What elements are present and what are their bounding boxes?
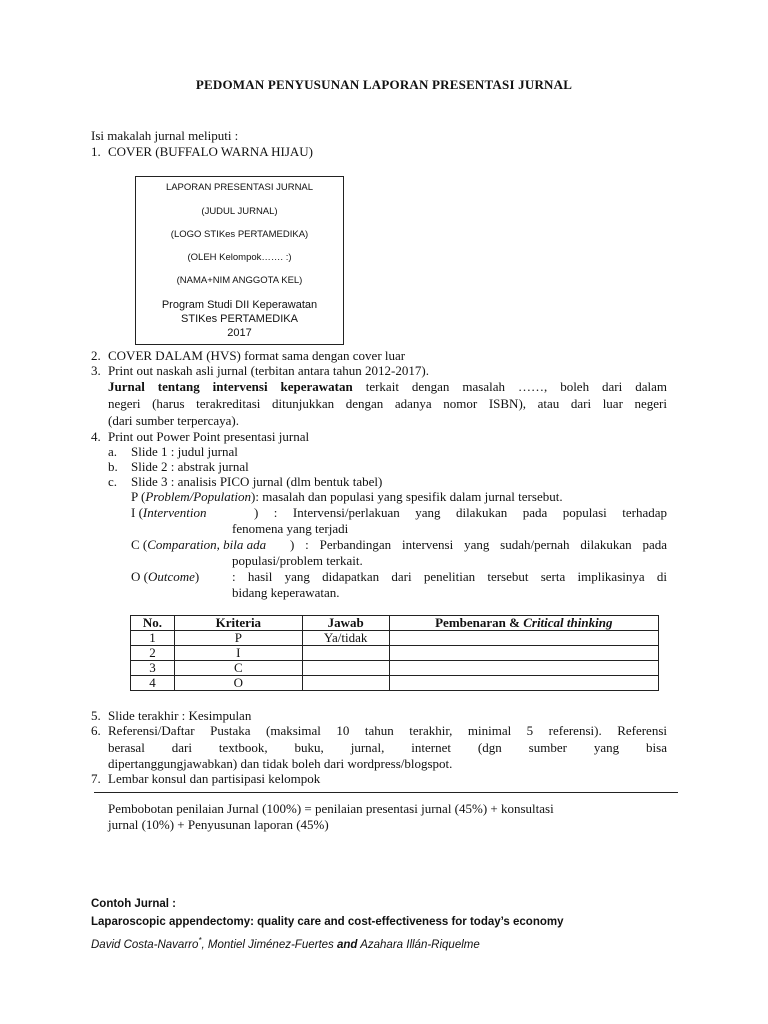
- pico-o-term: Outcome: [147, 569, 195, 584]
- slide-text: Slide 2 : abstrak jurnal: [131, 459, 249, 474]
- table-header-row: [131, 616, 659, 631]
- item-number: 4.: [91, 429, 101, 444]
- cell-pembenaran: [389, 661, 658, 676]
- item-text: Lembar konsul dan partisipasi kelompok: [108, 771, 321, 786]
- list-item-1: [91, 144, 314, 160]
- item-number: 3.: [91, 363, 101, 378]
- cover-line-oleh: (OLEH Kelompok……. :): [187, 252, 292, 263]
- cover-line-nama: (NAMA+NIM ANGGOTA KEL): [176, 275, 303, 286]
- cell-pembenaran: [389, 646, 658, 661]
- cover-line-logo: (LOGO STIKes PERTAMEDIKA): [170, 229, 309, 240]
- item-text: Slide terakhir : Kesimpulan: [108, 708, 252, 723]
- cell-no: 2: [131, 646, 175, 661]
- col-header-pembenaran: [389, 616, 658, 631]
- author-2: , Montiel Jiménez-Fuertes: [201, 938, 337, 951]
- cell-jawab: [302, 676, 389, 691]
- pico-c-text: ) : Perbandingan intervensi yang sudah/pernah dilakukan pada: [290, 537, 667, 552]
- list-item-6: [91, 723, 101, 739]
- cell-jawab: [302, 661, 389, 676]
- list-item-5: [91, 708, 252, 724]
- item-3-line-3: negeri (harus terakreditasi ditunjukkan dengan adanya nomor ISBN), atau dari luar negeri: [108, 396, 667, 411]
- item-3-rest-a: terkait dengan masalah ……, boleh dari dalam: [352, 379, 667, 394]
- pico-p-term: Problem/Population: [145, 489, 252, 504]
- cell-jawab: [302, 646, 389, 661]
- slide-text: Slide 3 : analisis PICO jurnal (dlm bentuk tabel): [131, 474, 383, 489]
- bold-phrase: Jurnal tentang intervensi keperawatan: [108, 379, 353, 394]
- pico-o-key: O (: [131, 569, 148, 584]
- item-text: Print out naskah asli jurnal (terbitan antara tahun 2012-2017).: [108, 363, 429, 378]
- author-1-mark: *: [198, 936, 202, 945]
- item-text: Print out Power Point presentasi jurnal: [108, 429, 310, 444]
- cell-no: 4: [131, 676, 175, 691]
- table-row: [131, 661, 659, 676]
- cell-pembenaran: [389, 631, 658, 646]
- item-6-line-3: dipertanggungjawabkan) dan tidak boleh dari wordpress/blogspot.: [108, 756, 453, 771]
- pico-o-text: : hasil yang didapatkan dari penelitian tersebut serta implikasinya di: [232, 569, 667, 584]
- cover-line-title: LAPORAN PRESENTASI JURNAL: [165, 182, 314, 193]
- pico-p-text: ): masalah dan populasi yang spesifik dalam jurnal tersebut.: [251, 489, 563, 504]
- author-3: Azahara Illán-Riquelme: [357, 938, 480, 951]
- slide-item-b: [108, 459, 249, 475]
- cell-kriteria: C: [174, 661, 302, 676]
- item-text: COVER DALAM (HVS) format sama dengan cover luar: [108, 348, 406, 363]
- pico-i-text2: fenomena yang terjadi: [232, 521, 349, 536]
- item-number: 6.: [91, 723, 101, 738]
- pico-p: [131, 489, 563, 505]
- item-6-line-2: berasal dari textbook, buku, jurnal, internet (dgn sumber yang bisa: [108, 740, 667, 755]
- item-3-line-2: [108, 379, 667, 395]
- example-label: Contoh Jurnal :: [91, 898, 176, 910]
- item-number: 1.: [91, 144, 101, 159]
- critical-thinking-label: Critical thinking: [523, 615, 613, 630]
- slide-letter: b.: [108, 459, 118, 474]
- item-number: 7.: [91, 771, 101, 786]
- item-number: 5.: [91, 708, 101, 723]
- author-1: David Costa-Navarro: [91, 938, 199, 951]
- cover-program: Program Studi DII Keperawatan: [161, 299, 318, 311]
- cover-template-box: [135, 176, 344, 345]
- item-text: COVER (BUFFALO WARNA HIJAU): [108, 144, 314, 159]
- item-3-line-4: (dari sumber terpercaya).: [108, 413, 240, 428]
- table-row: [131, 646, 659, 661]
- slide-item-c: [108, 474, 383, 490]
- weighting-line-2: jurnal (10%) + Penyusunan laporan (45%): [108, 817, 329, 832]
- document-title: PEDOMAN PENYUSUNAN LAPORAN PRESENTASI JURNAL: [195, 77, 573, 92]
- pico-c-key: C (: [131, 537, 148, 552]
- list-item-7: [91, 771, 321, 787]
- criteria-table: [130, 615, 659, 691]
- example-title: Laparoscopic appendectomy: quality care and cost-effectiveness for today’s economy: [91, 916, 564, 928]
- pico-i-text: ) : Intervensi/perlakuan yang dilakukan pada populasi terhadap: [254, 505, 667, 520]
- author-and: and: [337, 938, 358, 951]
- cover-institution: STIKes PERTAMEDIKA: [181, 313, 298, 325]
- pico-i-label: [131, 505, 206, 521]
- table-row: [131, 631, 659, 646]
- cell-pembenaran: [389, 676, 658, 691]
- col-header-jawab: Jawab: [302, 616, 389, 631]
- col-header-kriteria: Kriteria: [174, 616, 302, 631]
- pembenaran-label: Pembenaran &: [435, 615, 524, 630]
- cover-line-judul: (JUDUL JURNAL): [201, 206, 278, 217]
- cell-jawab: Ya/tidak: [302, 631, 389, 646]
- list-item-4: [91, 429, 310, 445]
- pico-o-text2: bidang keperawatan.: [232, 585, 340, 600]
- cell-no: 1: [131, 631, 175, 646]
- col-header-no: No.: [131, 616, 175, 631]
- pico-c-term: Comparation, bila ada: [147, 537, 267, 552]
- list-item-3: [91, 363, 429, 379]
- example-authors: [91, 933, 480, 953]
- slide-text: Slide 1 : judul jurnal: [131, 444, 238, 459]
- item-6-line-1: Referensi/Daftar Pustaka (maksimal 10 tahun terakhir, minimal 5 referensi). Referensi: [108, 723, 667, 738]
- intro-text: Isi makalah jurnal meliputi :: [91, 128, 239, 143]
- cell-kriteria: I: [174, 646, 302, 661]
- pico-p-key: P (: [131, 489, 146, 504]
- item-number: 2.: [91, 348, 101, 363]
- slide-letter: a.: [108, 444, 118, 459]
- list-item-2: [91, 348, 406, 364]
- pico-i-term: Intervention: [142, 505, 207, 520]
- cell-kriteria: P: [174, 631, 302, 646]
- cell-no: 3: [131, 661, 175, 676]
- pico-o-close: ): [194, 569, 200, 584]
- cell-kriteria: O: [174, 676, 302, 691]
- weighting-line-1: Pembobotan penilaian Jurnal (100%) = penilaian presentasi jurnal (45%) + konsultasi: [108, 801, 554, 816]
- pico-c-label: [131, 537, 266, 553]
- slide-item-a: [108, 444, 238, 460]
- pico-i-key: I (: [131, 505, 143, 520]
- section-divider: [94, 792, 678, 793]
- pico-c-text2: populasi/problem terkait.: [232, 553, 363, 568]
- cover-year: 2017: [227, 327, 252, 339]
- pico-o-label: [131, 569, 199, 585]
- slide-letter: c.: [108, 474, 118, 489]
- table-row: [131, 676, 659, 691]
